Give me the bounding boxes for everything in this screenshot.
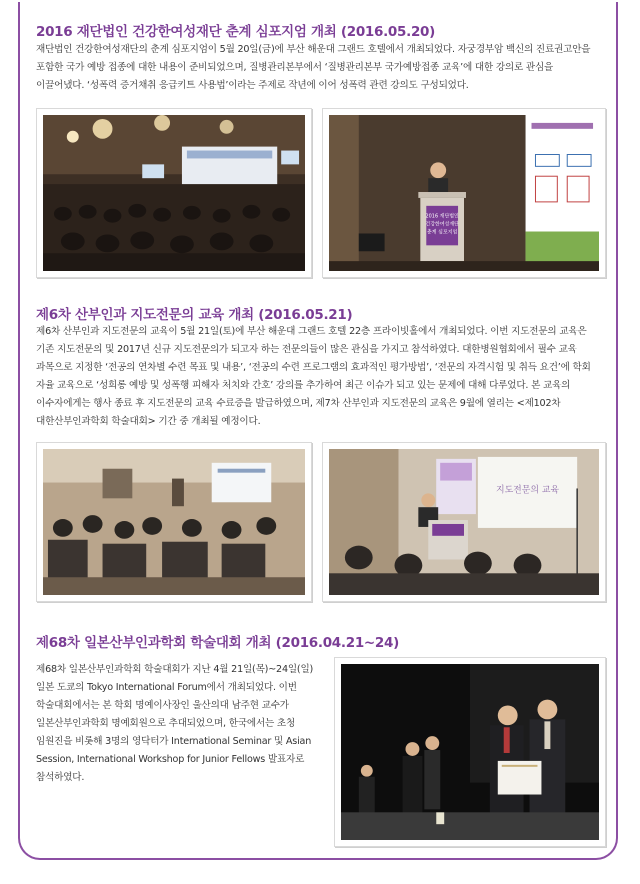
speaker-podium-image bbox=[329, 115, 599, 271]
section-3-line-1: 제68차 일본산부인과학회 학술대회가 지난 4월 21일(목)~24일(일) bbox=[36, 664, 314, 675]
lecturer-podium-image bbox=[329, 449, 599, 595]
section-2-line-6: 대한산부인과학회 학술대회> 기간 중 개최될 예정이다. bbox=[36, 416, 261, 427]
photo-lecturer-podium bbox=[322, 442, 606, 602]
svg-text:춘계 심포지엄: 춘계 심포지엄 bbox=[427, 229, 458, 236]
section-2-line-3: 과목으로 지정한 ‘전공의 연차별 수련 목표 및 내용’, ‘전공의 수련 프로그램의 효과적인 평가방법’, ‘전문의 자격시험 및 취득 요건’에 학회 bbox=[36, 362, 591, 373]
award-ceremony-image bbox=[341, 664, 599, 840]
section-1-line-1: 재단법인 건강한여성재단의 춘계 심포지엄이 5월 20일(금)에 부산 해운대 그랜드 호텔에서 개최되었다. 자궁경부암 백신의 진료권고안을 bbox=[36, 44, 591, 55]
photo-seminar-room bbox=[36, 442, 312, 602]
section-1-line-2: 포함한 국가 예방 접종에 대한 내용이 준비되었으며, 질병관리본부에서 ‘질병관리본부 국가예방접종 교육’에 대한 강의로 관심을 bbox=[36, 62, 554, 73]
section-3-line-7: 참석하였다. bbox=[36, 772, 85, 783]
section-3-title: 제68차 일본산부인과학회 학술대회 개최 (2016.04.21~24) bbox=[36, 635, 399, 651]
svg-text:건강한여성재단: 건강한여성재단 bbox=[425, 221, 459, 228]
photo-speaker-podium bbox=[322, 108, 606, 278]
section-3-line-3: 학술대회에서는 본 학회 명예이사장인 울산의대 남주현 교수가 bbox=[36, 700, 289, 711]
section-3-line-2: 일본 도쿄의 Tokyo International Forum에서 개최되었다. 이번 bbox=[36, 682, 297, 693]
screen-text: 지도전문의 교육 bbox=[495, 485, 560, 496]
section-2-line-4: 자율 교육으로 ‘성희롱 예방 및 성폭행 피해자 처치와 간호’ 강의를 추가하여 최근 이슈가 되고 있는 문제에 대해 다루었다. 본 교육의 bbox=[36, 380, 571, 391]
section-2-text bbox=[36, 323, 602, 431]
svg-text:2016 재단법인: 2016 재단법인 bbox=[425, 213, 459, 220]
section-3-line-4: 일본산부인과학회 명예회원으로 추대되었으며, 한국에서는 초청 bbox=[36, 718, 296, 729]
section-2-line-5: 이수자에게는 행사 종료 후 지도전문의 교육 수료증을 발급하였으며, 제7차 산부인과 지도전문의 교육은 9월에 열리는 <제102차 bbox=[36, 398, 561, 409]
section-1-line-3: 이끌어냈다. ‘성폭력 증거채취 응급키트 사용법’이라는 주제로 작년에 이어 성폭력 관련 강의도 구성되었다. bbox=[36, 80, 469, 91]
seminar-room-image bbox=[43, 449, 305, 595]
conference-hall-image bbox=[43, 115, 305, 271]
photo-award-ceremony bbox=[334, 657, 606, 847]
section-3-line-5: 임원진을 비롯해 3명의 영닥터가 International Seminar 및 Asian bbox=[36, 736, 312, 747]
section-2-line-2: 기존 지도전문의 및 2017년 신규 지도전문의가 되고자 하는 전문의들이 많은 관심을 가지고 참석하였다. 대한병원협회에서 필수 교육 bbox=[36, 344, 577, 355]
section-2-title: 제6차 산부인과 지도전문의 교육 개최 (2016.05.21) bbox=[36, 307, 353, 323]
photo-conference-hall bbox=[36, 108, 312, 278]
section-3-text bbox=[36, 661, 322, 787]
section-2-line-1: 제6차 산부인과 지도전문의 교육이 5월 21일(토)에 부산 해운대 그랜드 호텔 22층 프라이빗홀에서 개최되었다. 이번 지도전문의 교육은 bbox=[36, 326, 587, 337]
section-1-text bbox=[36, 41, 602, 95]
section-1-title: 2016 재단법인 건강한여성재단 춘계 심포지엄 개최 (2016.05.20) bbox=[36, 24, 435, 40]
section-3-line-6: Session, International Workshop for Junior Fellows 발표자로 bbox=[36, 754, 305, 765]
